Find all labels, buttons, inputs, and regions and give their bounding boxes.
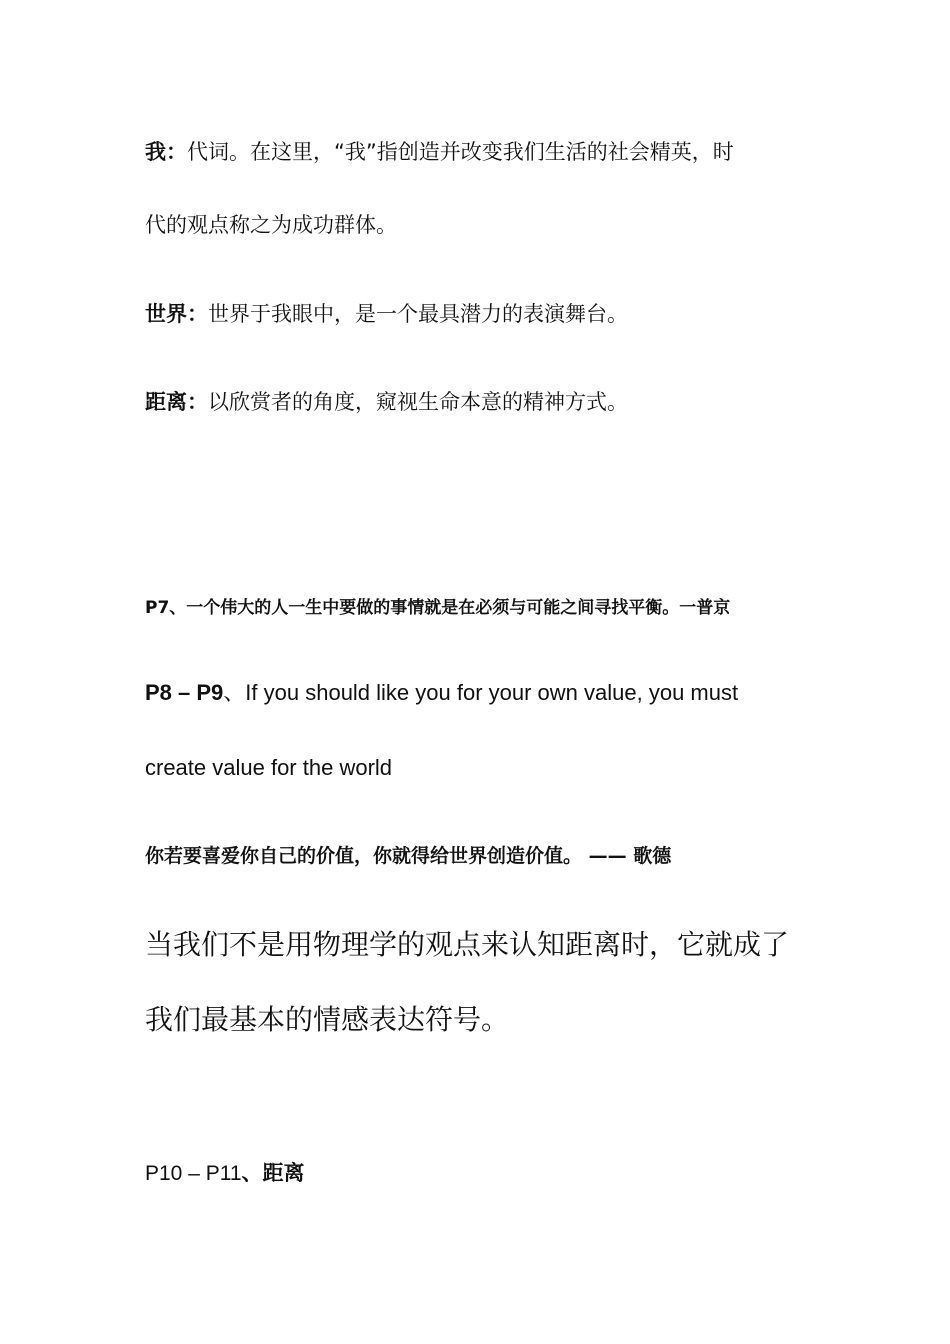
- definition-text: 世界于我眼中，是一个最具潜力的表演舞台。: [208, 302, 628, 326]
- definition-term: 距离: [145, 390, 187, 414]
- paragraph-text: 当我们不是用物理学的观点来认知距离时，它就成了: [145, 928, 790, 961]
- definition-term: 世界: [145, 302, 187, 326]
- p8-p9-line1: [145, 678, 738, 709]
- p10-p11-label: P10 – P11: [145, 1162, 242, 1185]
- distance-paragraph-line2: [145, 1000, 509, 1040]
- definition-text-continued: 代的观点称之为成功群体。: [145, 213, 397, 237]
- definition-wo-line2: [145, 210, 397, 240]
- definition-wo-line1: [145, 137, 734, 167]
- p7-quote: [145, 596, 730, 620]
- definition-colon: ：: [187, 390, 208, 414]
- p8-p9-translation: [145, 842, 671, 870]
- definition-shijie: [145, 299, 628, 329]
- p10-p11-heading: [145, 1158, 305, 1189]
- definition-colon: ：: [187, 302, 208, 326]
- p7-quote-text: P7、一个伟大的人一生中要做的事情就是在必须与可能之间寻找平衡。一普京: [145, 598, 731, 618]
- distance-paragraph-line1: [145, 925, 789, 965]
- definition-colon: ：: [166, 140, 187, 164]
- paragraph-text-continued: 我们最基本的情感表达符号。: [145, 1003, 510, 1036]
- definition-text: 以欣赏者的角度，窥视生命本意的精神方式。: [208, 390, 628, 414]
- definition-term: 我: [145, 140, 166, 164]
- p8-p9-english-text: If you should like you for your own value, you must: [245, 680, 739, 705]
- definition-text: 代词。在这里，“我”指创造并改变我们生活的社会精英，时: [187, 140, 734, 164]
- p8-p9-line2: [145, 753, 392, 783]
- definition-juli: [145, 387, 628, 417]
- p8-p9-label: P8 – P9: [145, 680, 224, 705]
- p8-p9-english-text-continued: create value for the world: [145, 755, 393, 780]
- p8-p9-separator: 、: [223, 681, 246, 706]
- p8-p9-translation-text: 你若要喜爱你自己的价值，你就得给世界创造价值。 —— 歌德: [145, 845, 672, 867]
- p10-p11-title: 、距离: [241, 1161, 305, 1185]
